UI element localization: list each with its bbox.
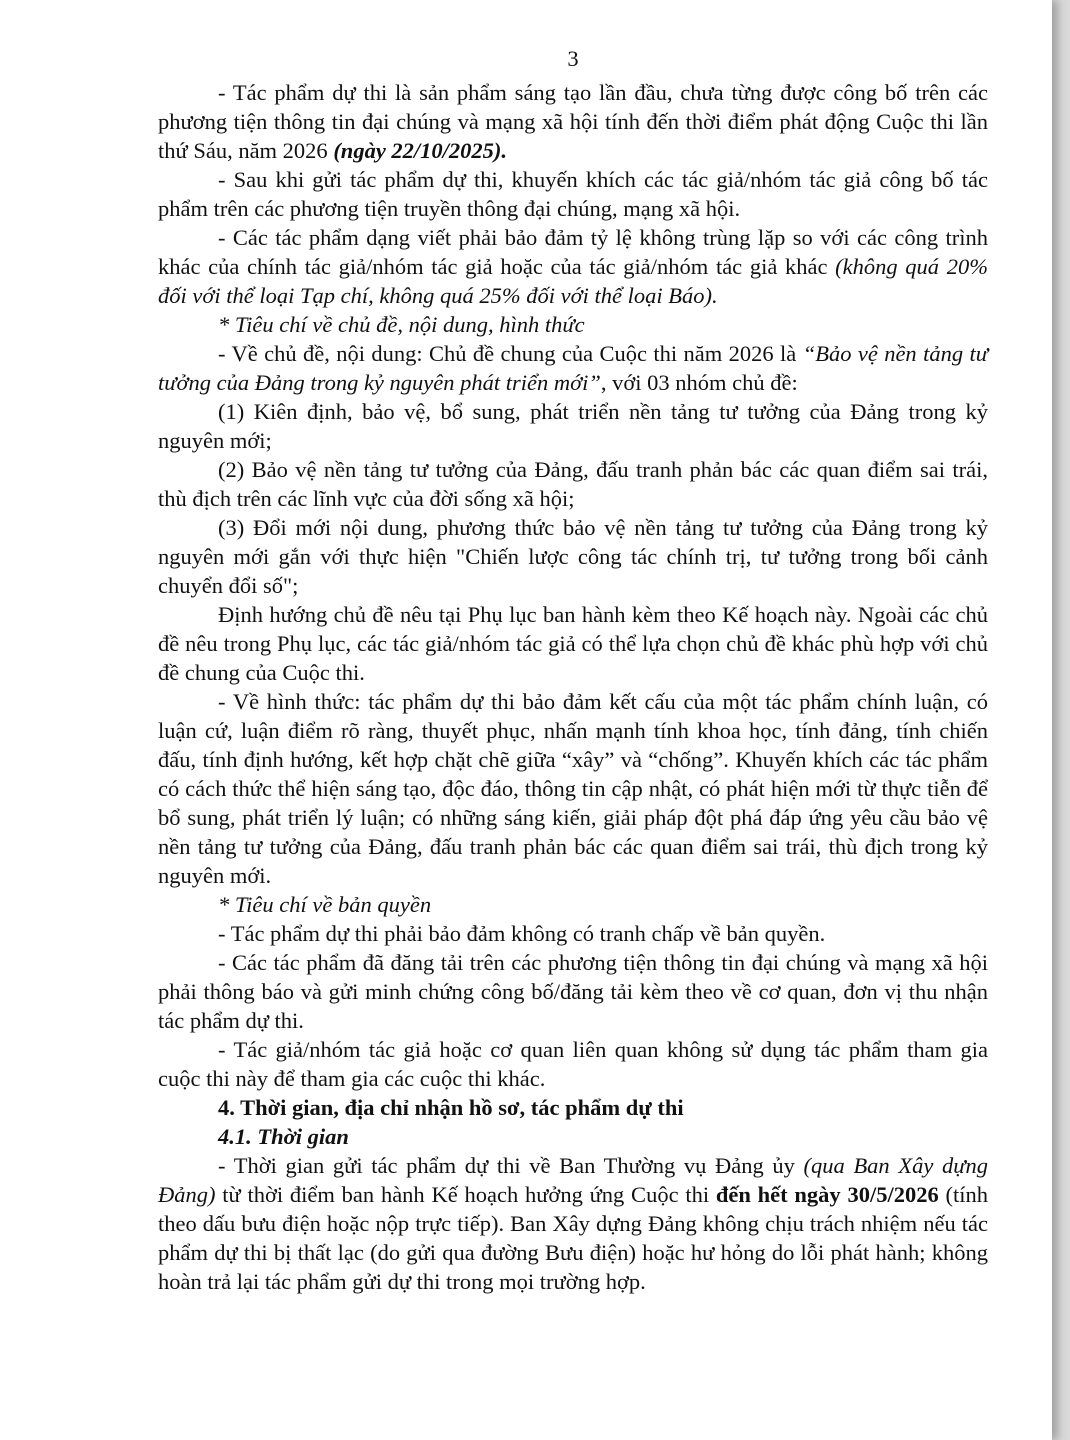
topic-group-2: (2) Bảo vệ nền tảng tư tưởng của Đảng, đấu tranh phản bác các quan điểm sai trái, thù địch trên các lĩnh vực của đời sống xã hội;	[158, 457, 988, 511]
section-heading-4: 4. Thời gian, địa chỉ nhận hồ sơ, tác phẩm dự thi	[218, 1095, 684, 1120]
heading-topic-criteria: * Tiêu chí về chủ đề, nội dung, hình thức	[218, 312, 585, 337]
paragraph-duplication-rate	[158, 223, 988, 310]
text-run: - Tác phẩm dự thi là sản phẩm sáng tạo lần đầu, chưa từng được công bố trên các phương tiện thông tin đại chúng và mạng xã hội tính đến thời điểm phát động Cuộc thi lần thứ Sáu, năm 2026	[158, 80, 988, 163]
date-note: (ngày 22/10/2025).	[333, 138, 508, 163]
theme-title: “Bảo vệ nền tảng tư tưởng của Đảng trong kỷ nguyên phát triển mới”	[158, 341, 988, 395]
text-run: - Về chủ đề, nội dung: Chủ đề chung của Cuộc thi năm 2026 là	[218, 341, 803, 366]
text-run: từ thời điểm ban hành Kế hoạch hưởng ứng Cuộc thi	[215, 1182, 716, 1207]
paragraph-topic-orientation: Định hướng chủ đề nêu tại Phụ lục ban hành kèm theo Kế hoạch này. Ngoài các chủ đề nêu trong Phụ lục, các tác giả/nhóm tác giả có thể lựa chọn chủ đề khác phù hợp với chủ đề chung của Cuộc thi.	[158, 602, 988, 685]
subsection-heading-4-1: 4.1. Thời gian	[218, 1124, 349, 1149]
paragraph-first-publication	[158, 78, 988, 165]
text-run: - Thời gian gửi tác phẩm dự thi về Ban Thường vụ Đảng ủy	[218, 1153, 804, 1178]
document-page	[158, 44, 988, 1296]
deadline-date: đến hết ngày 30/5/2026	[715, 1182, 939, 1207]
paragraph-encourage-publish: - Sau khi gửi tác phẩm dự thi, khuyến khích các tác giả/nhóm tác giả công bố tác phẩm trên các phương tiện truyền thông đại chúng, mạng xã hội.	[158, 167, 988, 221]
text-run: (tính theo dấu bưu điện hoặc nộp trực tiếp). Ban Xây dựng Đảng không chịu trách nhiệm nếu tác phẩm dự thi bị thất lạc (do gửi qua đường Bưu điện) hoặc hư hỏng do lỗi phát hành; không hoàn trả lại tác phẩm gửi dự thi trong mọi trường hợp.	[158, 1182, 988, 1294]
paragraph-no-dispute: - Tác phẩm dự thi phải bảo đảm không có tranh chấp về bản quyền.	[218, 921, 826, 946]
paragraph-submission-deadline	[158, 1151, 988, 1296]
page-number: 3	[567, 46, 579, 71]
paragraph-published-works: - Các tác phẩm đã đăng tải trên các phương tiện thông tin đại chúng và mạng xã hội phải thông báo và gửi minh chứng công bố/đăng tải kèm theo về cơ quan, đơn vị thu nhận tác phẩm dự thi.	[158, 950, 988, 1033]
topic-group-1: (1) Kiên định, bảo vệ, bổ sung, phát triển nền tảng tư tưởng của Đảng trong kỷ nguyên mới;	[158, 399, 988, 453]
via-note: (qua Ban Xây dựng Đảng)	[158, 1153, 988, 1207]
text-run: - Các tác phẩm dạng viết phải bảo đảm tỷ lệ không trùng lặp so với các công trình khác của chính tác giả/nhóm tác giả hoặc của tác giả/nhóm tác giả khác	[158, 225, 988, 279]
paragraph-no-reuse: - Tác giả/nhóm tác giả hoặc cơ quan liên quan không sử dụng tác phẩm tham gia cuộc thi này để tham gia các cuộc thi khác.	[158, 1037, 988, 1091]
paragraph-main-theme	[158, 339, 988, 397]
topic-group-3: (3) Đổi mới nội dung, phương thức bảo vệ nền tảng tư tưởng của Đảng trong kỷ nguyên mới gắn với thực hiện "Chiến lược công tác chính trị, tư tưởng trong bối cảnh chuyển đổi số";	[158, 515, 988, 598]
text-run: , với 03 nhóm chủ đề:	[600, 370, 798, 395]
rate-note: (không quá 20% đối với thể loại Tạp chí, không quá 25% đối với thể loại Báo).	[158, 254, 988, 308]
paragraph-form-requirements: - Về hình thức: tác phẩm dự thi bảo đảm kết cấu của một tác phẩm chính luận, có luận cứ, luận điểm rõ ràng, thuyết phục, nhấn mạnh tính khoa học, tính đảng, tính chiến đấu, tính định hướng, kết hợp chặt chẽ giữa “xây” và “chống”. Khuyến khích các tác phẩm có cách thức thể hiện sáng tạo, độc đáo, thông tin cập nhật, có phát hiện mới từ thực tiễn để bổ sung, phát triển lý luận; có những sáng kiến, giải pháp đột phá đáp ứng yêu cầu bảo vệ nền tảng tư tưởng của Đảng, đấu tranh phản bác các quan điểm sai trái, thù địch trong kỷ nguyên mới.	[158, 689, 988, 888]
heading-copyright-criteria: * Tiêu chí về bản quyền	[218, 892, 432, 917]
